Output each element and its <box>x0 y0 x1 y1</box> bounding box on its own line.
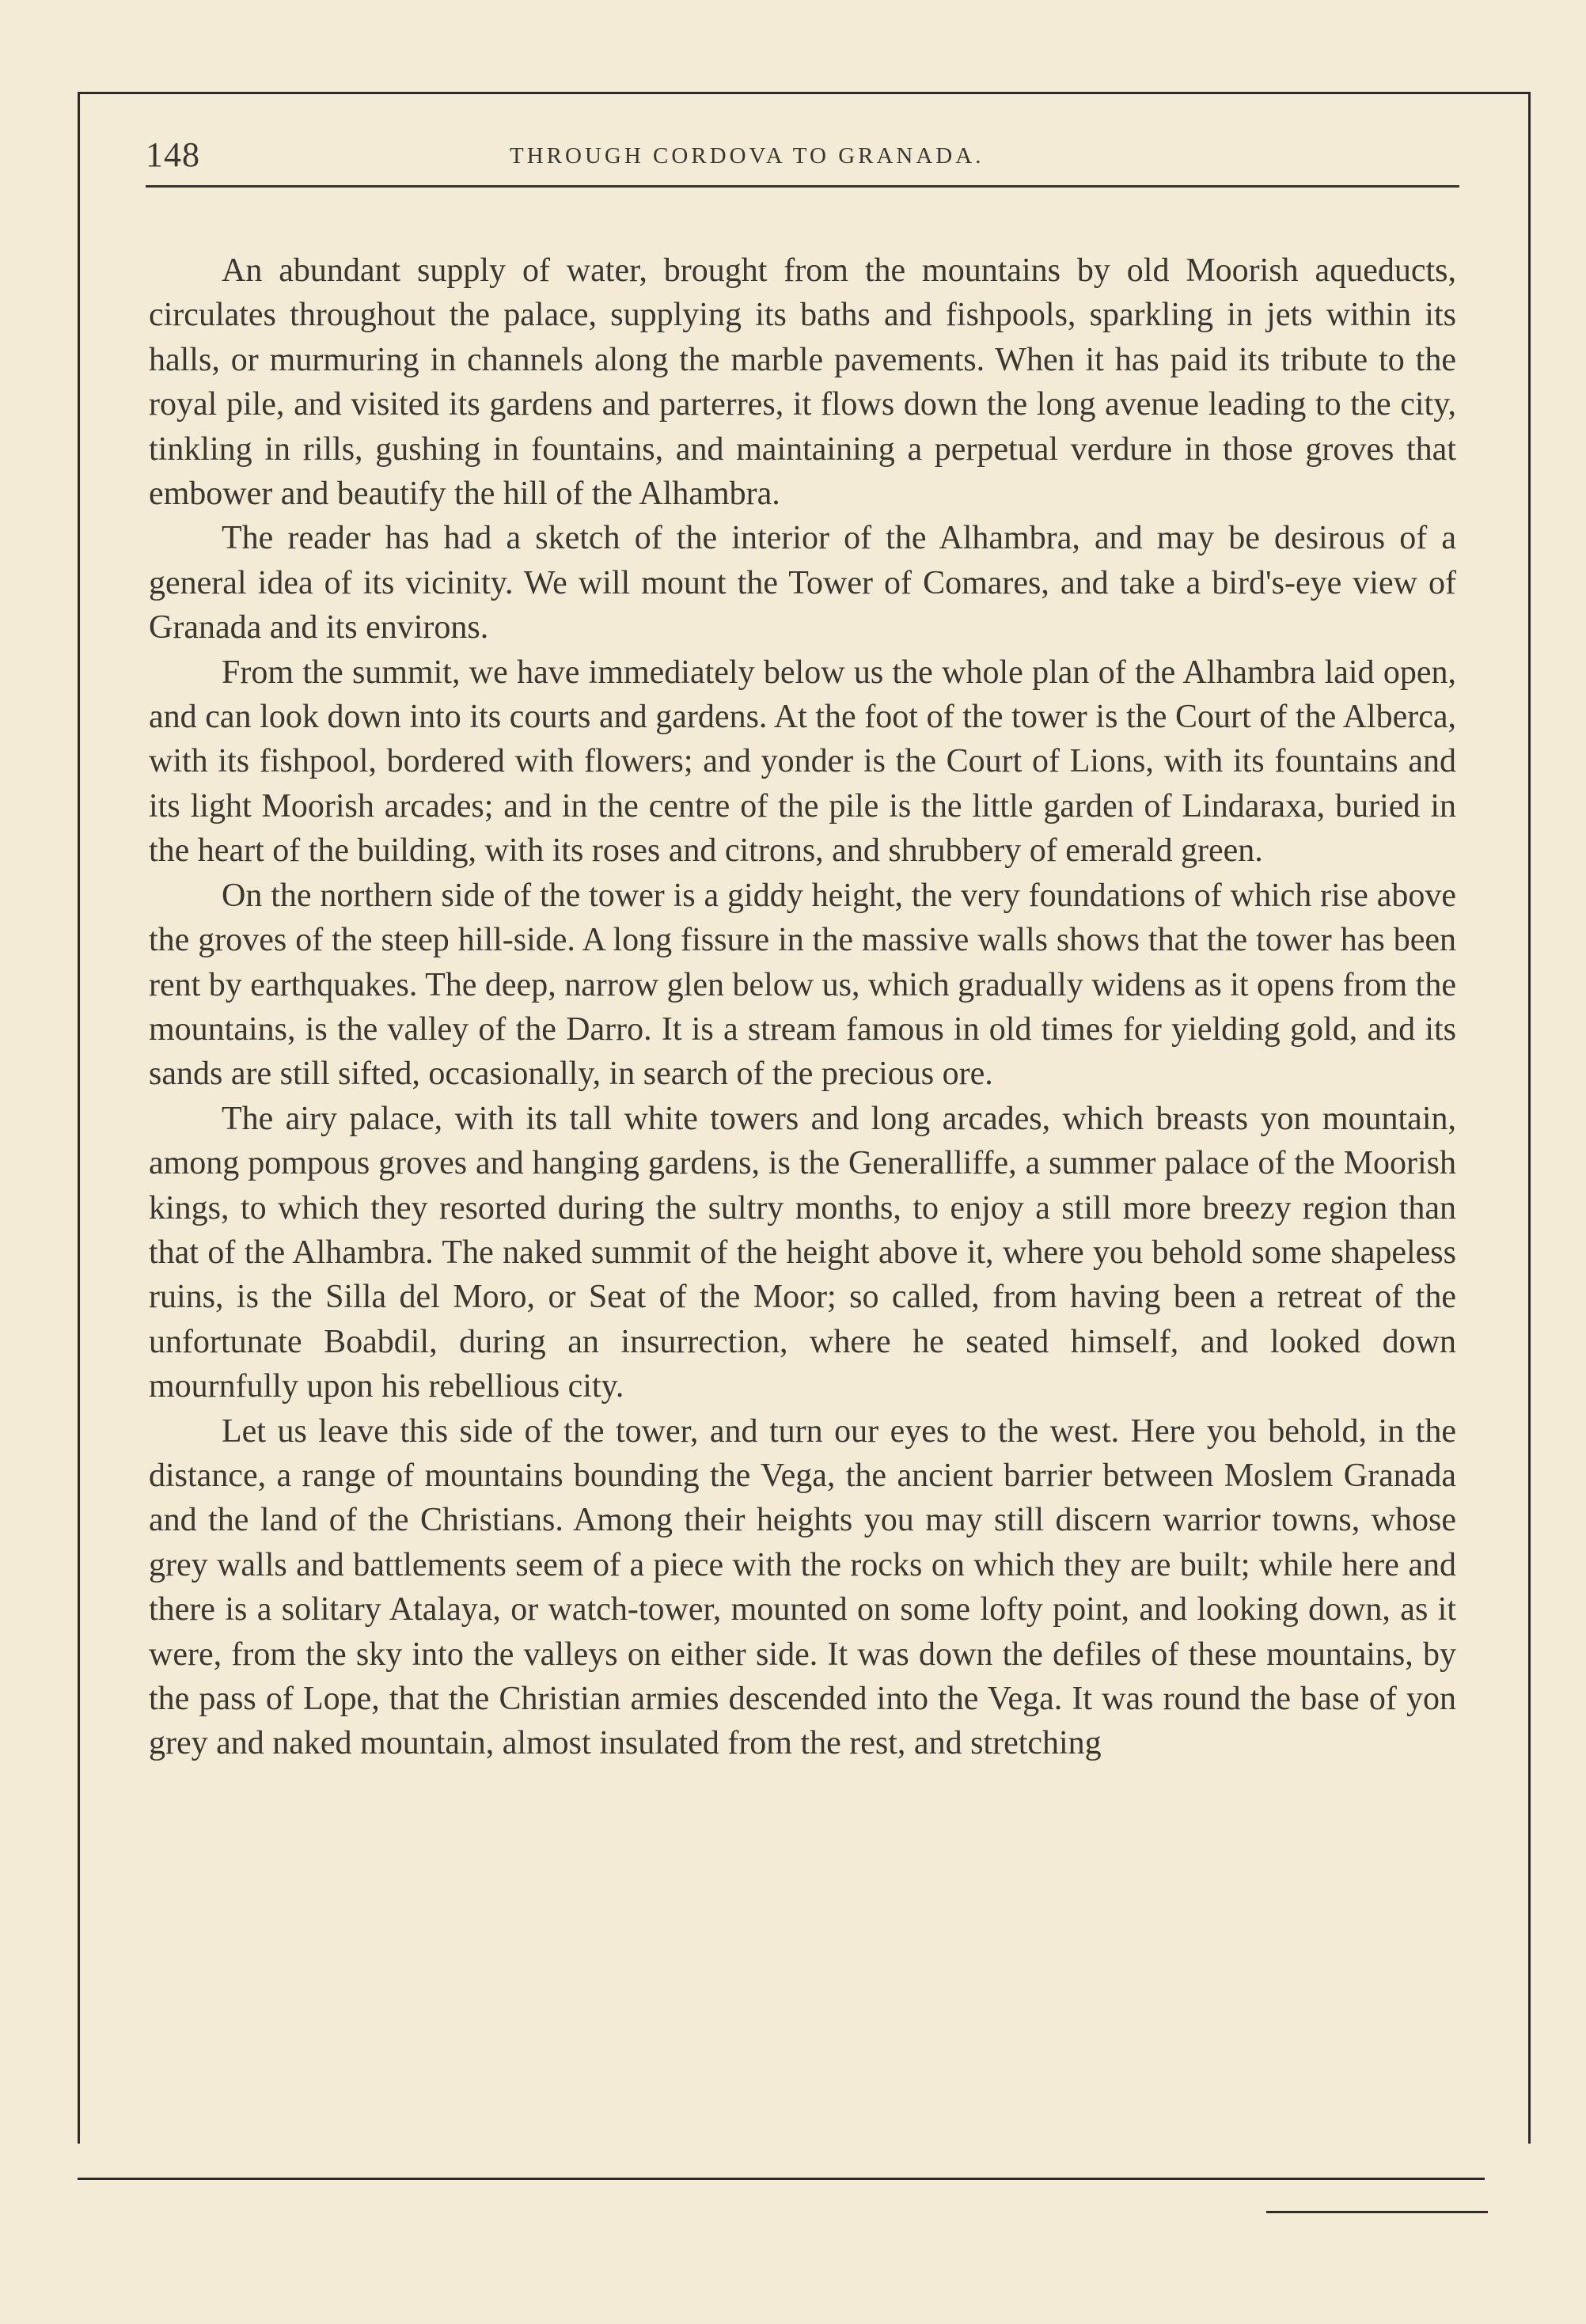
bottom-rule-secondary <box>1266 2211 1488 2213</box>
header-rule <box>146 185 1459 188</box>
bottom-rule <box>78 2178 1485 2180</box>
paragraph: The airy palace, with its tall white towers and long arcades, which breasts yon mountain, among pompous groves and hanging gardens, is the Generalliffe, a summer palace of the Moorish kings, to which they resorted during the sultry months, to enjoy a still more breezy region than that of the Alhambra. The naked summit of the height above it, where you behold some shapeless ruins, is the Silla del Moro, or Seat of the Moor; so called, from having been a retreat of the unfortunate Boabdil, during an insurrection, where he seated himself, and looked down mournfully upon his rebellious city. <box>149 1100 1456 1405</box>
paragraph: From the summit, we have immediately below us the whole plan of the Alhambra laid open, and can look down into its courts and gardens. At the foot of the tower is the Court of the Alberca, with its fishpool, bordered with flowers; and yonder is the Court of Lions, with its fountains and its light Moorish arcades; and in the centre of the pile is the little garden of Lindaraxa, buried in the heart of the building, with its roses and citrons, and shrubbery of emerald green. <box>149 654 1456 870</box>
paragraph: An abundant supply of water, brought from the mountains by old Moorish aqueducts, circulates throughout the palace, supplying its baths and fishpools, sparkling in jets within its halls, or murmuring in channels along the marble pavements. When it has paid its tribute to the royal pile, and visited its gardens and parterres, it flows down the long avenue leading to the city, tinkling in rills, gushing in fountains, and maintaining a perpetual verdure in those groves that embower and beautify the hill of the Alhambra. <box>149 252 1456 513</box>
paragraph: On the northern side of the tower is a giddy height, the very foundations of which rise above the groves of the steep hill-side. A long fissure in the massive walls shows that the tower has been rent by earthquakes. The deep, narrow glen below us, which gradually widens as it opens from the mountains, is the valley of the Darro. It is a stream famous in old times for yielding gold, and its sands are still sifted, occasionally, in search of the precious ore. <box>149 877 1456 1093</box>
running-head: THROUGH CORDOVA TO GRANADA. <box>510 143 985 169</box>
page-header <box>146 131 1459 179</box>
paragraph: Let us leave this side of the tower, and turn our eyes to the west. Here you behold, in the distance, a range of mountains bounding the Vega, the ancient barrier between Moslem Granada and the land of the Christians. Among their heights you may still discern warrior towns, whose grey walls and battlements seem of a piece with the rocks on which they are built; while here and there is a solitary Atalaya, or watch-tower, mounted on some lofty point, and looking down, as it were, from the sky into the valleys on either side. It was down the defiles of these mountains, by the pass of Lope, that the Christian armies descended into the Vega. It was round the base of yon grey and naked mountain, almost insulated from the rest, and stretching <box>149 1412 1456 1762</box>
paragraph: The reader has had a sketch of the interior of the Alhambra, and may be desirous of a general idea of its vicinity. We will mount the Tower of Comares, and take a bird's-eye view of Granada and its environs. <box>149 520 1456 646</box>
body-text <box>149 248 1456 1766</box>
page-number: 148 <box>146 135 200 174</box>
